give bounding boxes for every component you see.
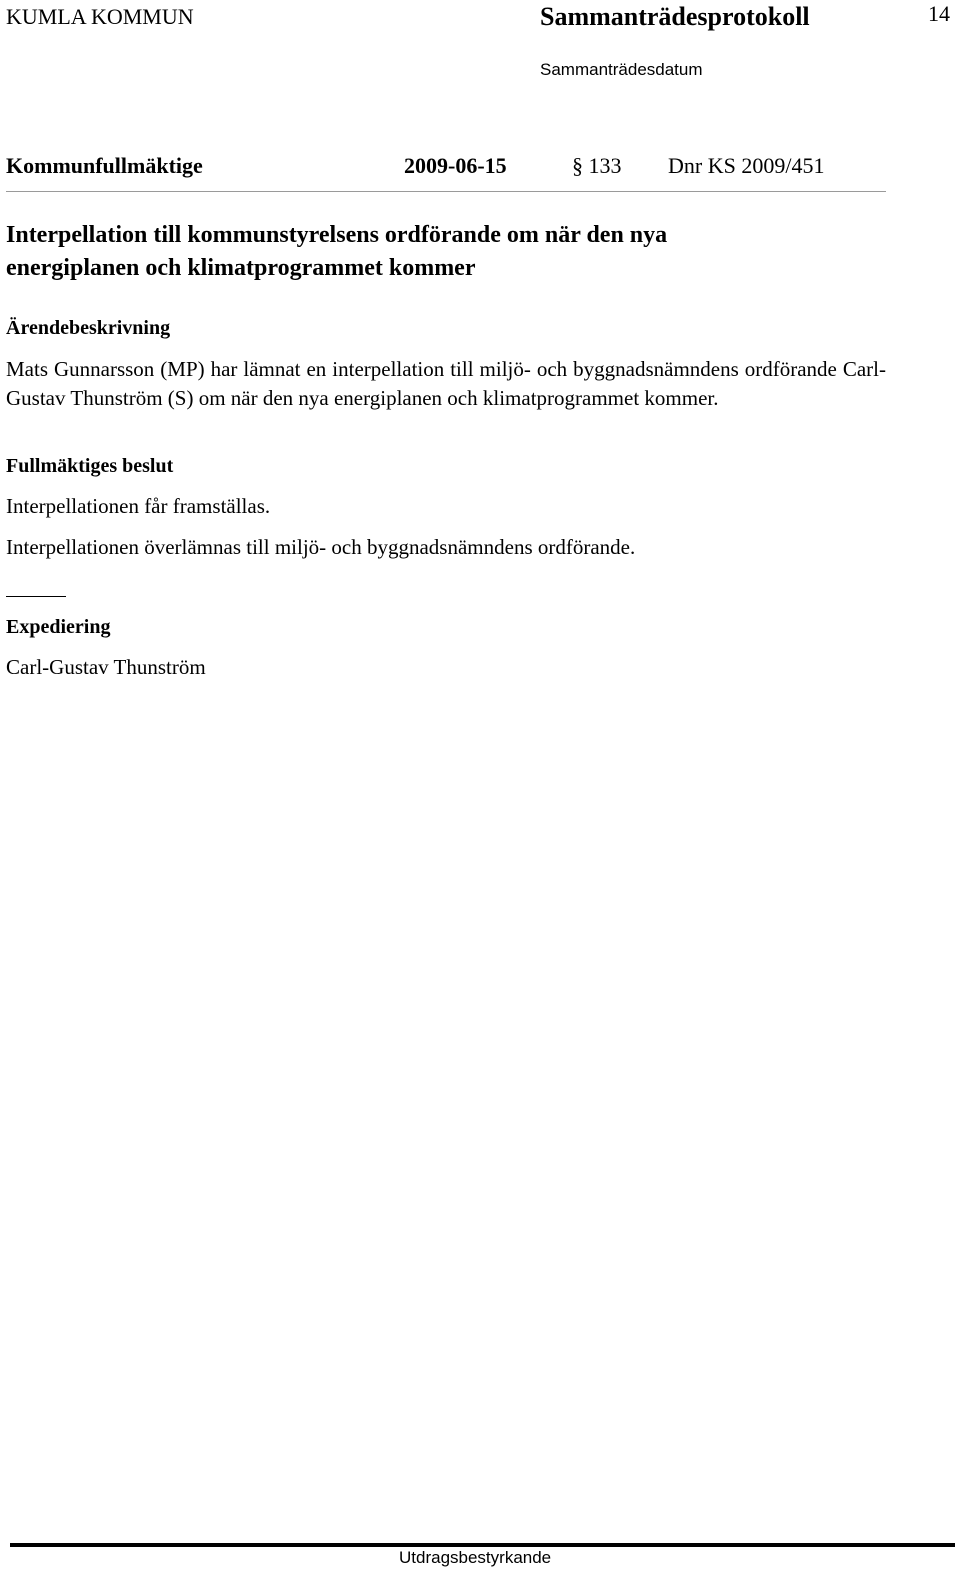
governing-body: Kommunfullmäktige — [6, 153, 203, 178]
section-divider — [6, 596, 66, 597]
meeting-date: 2009-06-15 — [404, 153, 507, 178]
paragraph-number: § 133 — [572, 153, 622, 178]
dispatch-recipient: Carl-Gustav Thunström — [6, 655, 206, 679]
description-heading: Ärendebeskrivning — [6, 317, 171, 339]
case-title-line-2: energiplanen och klimatprogrammet kommer — [6, 255, 476, 281]
dispatch-heading: Expediering — [6, 616, 111, 638]
decision-item-2: Interpellationen överlämnas till miljö- och byggnadsnämndens ordförande. — [6, 535, 636, 559]
case-title — [6, 219, 667, 285]
municipality-name: KUMLA KOMMUN — [6, 4, 194, 29]
header-divider — [6, 191, 886, 192]
document-title: Sammanträdesprotokoll — [540, 2, 810, 31]
decision-heading: Fullmäktiges beslut — [6, 455, 174, 477]
meeting-date-label: Sammanträdesdatum — [540, 60, 703, 79]
decision-item-1: Interpellationen får framställas. — [6, 494, 271, 518]
description-text: Mats Gunnarsson (MP) har lämnat en interpellation till miljö- och byggnadsnämndens ordförande Carl-Gustav Thunström (S) om när den nya energiplanen och klimatprogrammet kommer. — [6, 357, 886, 410]
page-number: 14 — [928, 1, 950, 26]
certification-label: Utdragsbestyrkande — [399, 1548, 552, 1567]
case-number: Dnr KS 2009/451 — [668, 153, 825, 178]
case-title-line-1: Interpellation till kommunstyrelsens ordförande om när den nya — [6, 222, 668, 248]
